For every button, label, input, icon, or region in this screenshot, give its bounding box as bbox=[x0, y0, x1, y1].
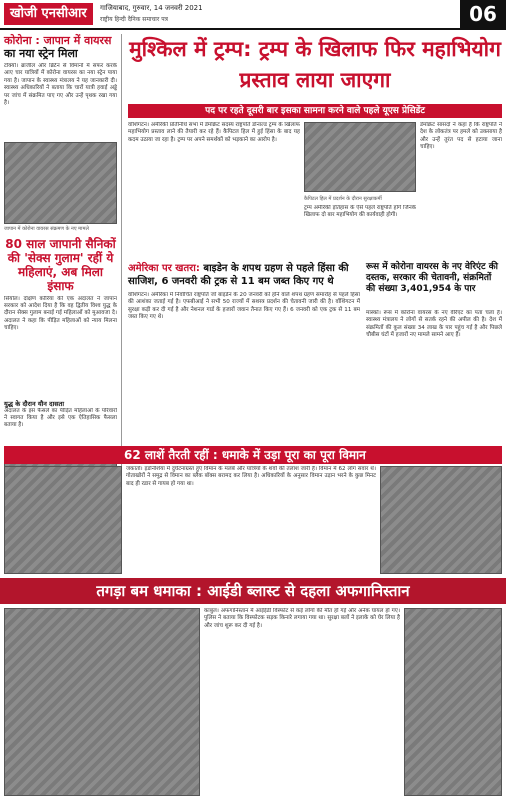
comfort-women-headline: 80 साल जापानी सैनिकों की 'सेक्स गुलाम' रहीं ये महिलाएं, अब मिला इंसाफ bbox=[5, 236, 116, 293]
plane-text: जकार्ता। इंडोनेशिया में दुर्घटनाग्रस्त हुए विमान के मलबे और यात्रियों के शवों की तलाश जारी है। विमान में 62 लोग सवार थे। गोताखोरों ने समुद्र से विमान का ब्लैक बॉक्स बरामद कर लिया है। अधिकारियों के अनुसार विमान उड़ान भरने के कुछ मिनट बाद ही रडार से गायब हो गया था। bbox=[126, 466, 376, 487]
bomb-photo-2 bbox=[404, 608, 502, 796]
page-number: 06 bbox=[460, 0, 506, 28]
biden-text: वॉशिंगटन। अमेरिका में निर्वाचित राष्ट्रपति जो बाइडेन के 20 जनवरी को होने वाले शपथ ग्रहण समारोह से पहले हिंसा की आशंका जताई गई है। एफबीआई ने सभी 50 राज्यों में सशस्त्र प्रदर्शन की चेतावनी जारी की है। वॉशिंगटन में सुरक्षा कड़ी कर दी गई है और नेशनल गार्ड के हजारों जवान तैनात किए गए हैं। 6 जनवरी को एक ट्रक से 11 बम जब्त किए गए थे। bbox=[128, 292, 360, 321]
comfort-women-text: सियोल। दक्षिण कोरिया की एक अदालत ने जापान सरकार को आदेश दिया है कि वह द्वितीय विश्व युद्ध के दौरान सेक्स गुलाम बनाई गई महिलाओं को मुआवजा दे। अदालत ने कहा कि पीड़ित महिलाओं को न्याय मिलना चाहिए। bbox=[4, 295, 117, 332]
trump-text: वॉशिंगटन। अमेरिकी प्रतिनिधि सभा में डेमोक्रेट सदस्य राष्ट्रपति डोनाल्ड ट्रम्प के खिलाफ महाभियोग प्रस्ताव लाने की तैयारी कर रहे हैं। कैपिटल हिल में हुई हिंसा के बाद यह कदम उठाया जा रहा है। ट्रम्प पर अपने समर्थकों को भड़काने का आरोप है। bbox=[128, 122, 300, 143]
japan-headline-a: कोरोना : जापान में वायरस bbox=[4, 34, 112, 47]
russia-headline: रूस में कोरोना वायरस के नए वेरिएंट की दस्तक, सरकार की चेतावनी, संक्रमितों की संख्या 3,401,954 के पार bbox=[366, 262, 498, 294]
japan-text: टोक्यो। ब्राजील और ब्रिटेन से विमानों में सफर करके आए चार यात्रियों में कोरोना वायरस का नया स्ट्रेन पाया गया है। जापान के स्वास्थ्य मंत्रालय ने यह जानकारी दी। स्वास्थ्य अधिकारियों ने बताया कि चारों यात्री हवाई अड्डे पर जांच में संक्रमित पाए गए और उन्हें पृथक रखा गया है। bbox=[4, 63, 117, 107]
bomb-headline: तगड़ा बम धमाका : आईडी ब्लास्ट से दहला अफगानिस्तान bbox=[0, 578, 506, 604]
biden-headline bbox=[128, 262, 360, 290]
biden-headline-rest: बाइडेन के शपथ ग्रहण से पहले हिंसा की साजिश, 6 जनवरी की ट्रक से 11 बम जब्त किए गए थे bbox=[128, 263, 349, 287]
plane-headline: 62 लाशें तैरती रहीं : धमाके में उड़ा पूरा का पूरा विमान bbox=[4, 446, 502, 464]
tagline: राष्ट्रीय हिन्दी दैनिक समाचार पत्र bbox=[100, 16, 168, 23]
trump-headline: मुश्किल में ट्रम्प: ट्रम्प के खिलाफ फिर महाभियोग प्रस्ताव लाया जाएगा bbox=[129, 37, 501, 92]
japan-caption: जापान में कोरोना वायरस संक्रमण के नए मामले bbox=[4, 226, 89, 232]
japan-headline bbox=[4, 34, 117, 60]
trump-text-2: ट्रम्प अमेरिकी इतिहास के ऐसे पहले राष्ट्रपति होंगे जिनके खिलाफ दो बार महाभियोग की कार्यवाही होगी। bbox=[304, 204, 416, 218]
trump-subhead: पद पर रहते दूसरी बार इसका सामना करने वाले पहले यूएस प्रेसिडेंट bbox=[128, 104, 502, 118]
trump-photo-caption-box bbox=[304, 194, 416, 260]
trump-photo bbox=[304, 122, 416, 192]
biden-headline-red: अमेरिका पर खतरा: bbox=[128, 263, 200, 274]
japan-photo bbox=[4, 142, 117, 224]
comfort-women-text-2: अदालत के इस फैसले का पीड़ित महिलाओं के परिवारों ने स्वागत किया है और इसे एक ऐतिहासिक फैसला बताया है। bbox=[4, 407, 117, 429]
masthead bbox=[0, 0, 506, 30]
plane-photo bbox=[4, 466, 122, 574]
trump-text-3: डेमोक्रेट सांसदों ने कहा है कि राष्ट्रपति ने देश के लोकतंत्र पर हमले को उकसाया है और उन्हें तुरंत पद से हटाया जाना चाहिए। bbox=[420, 122, 502, 151]
plane-photo-2 bbox=[380, 466, 502, 574]
japan-headline-b: का नया स्ट्रेन मिला bbox=[4, 47, 78, 60]
bomb-photo bbox=[4, 608, 200, 796]
dateline: गाजियाबाद, गुरुवार, 14 जनवरी 2021 bbox=[100, 4, 203, 12]
trump-headline-box bbox=[128, 34, 502, 102]
russia-text: मास्को। रूस में कोरोना वायरस के नए वेरिएंट का पता चला है। स्वास्थ्य मंत्रालय ने लोगों से सतर्क रहने की अपील की है। देश में संक्रमितों की कुल संख्या 34 लाख के पार पहुंच गई है और पिछले चौबीस घंटों में हजारों नए मामले सामने आए हैं। bbox=[366, 310, 502, 339]
comfort-women-subhead: युद्ध के दौरान यौन दासता bbox=[4, 399, 65, 408]
bomb-text: काबुल। अफगानिस्तान में आईईडी विस्फोट से कई लोगों की मौत हो गई और अनेक घायल हो गए। पुलिस ने बताया कि विस्फोटक सड़क किनारे लगाया गया था। सुरक्षा बलों ने इलाके को घेर लिया है और जांच शुरू कर दी गई है। bbox=[204, 608, 400, 629]
brand-logo: खोजी एनसीआर bbox=[4, 3, 93, 25]
trump-photo-caption: कैपिटल हिल में प्रदर्शन के दौरान सुरक्षाकर्मी bbox=[304, 196, 382, 202]
